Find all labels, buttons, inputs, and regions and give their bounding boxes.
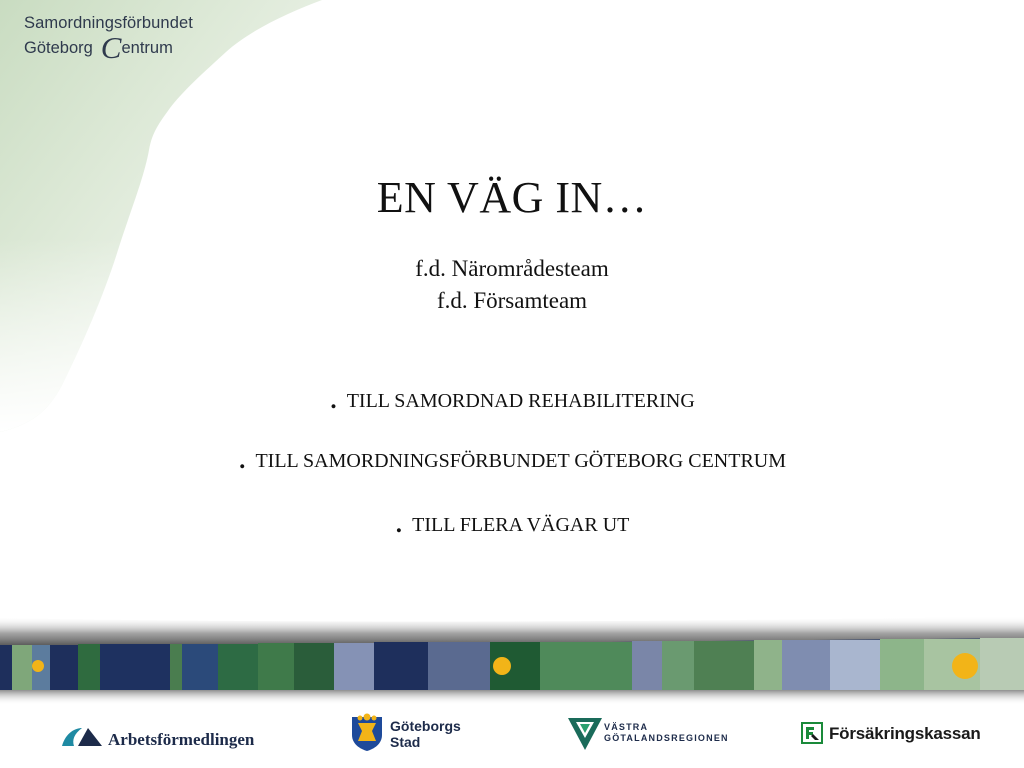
goteborgs-stad-line2: Stad: [390, 734, 421, 750]
bullet-dot: .: [237, 439, 247, 476]
org-logo-c: C: [100, 30, 122, 65]
org-logo-line1: Samordningsförbundet: [24, 14, 193, 32]
bullet-text: TILL SAMORDNAD REHABILITERING: [346, 390, 695, 412]
goteborgs-stad-name: [390, 718, 461, 750]
bullet-item: [0, 503, 1024, 540]
goteborg-crest-icon: [350, 713, 384, 751]
forsakringskassan-name: Försäkringskassan: [829, 724, 981, 743]
org-logo-city: Göteborg: [24, 39, 93, 57]
vastra-gotaland-line1: VÄSTRA: [604, 722, 649, 732]
subtitle-1: f.d. Närområdesteam: [415, 256, 609, 281]
arbetsformedlingen-icon: [62, 726, 102, 748]
bullet-dot: .: [394, 503, 404, 540]
vastra-gotaland-icon: [568, 716, 602, 752]
org-logo: [24, 14, 193, 65]
forsakringskassan-icon: [801, 722, 823, 744]
yellow-dot: [952, 653, 978, 679]
org-logo-entrum: entrum: [121, 39, 173, 57]
yellow-dot: [32, 660, 44, 672]
slide-title: EN VÄG IN…: [376, 173, 648, 222]
yellow-dot: [493, 657, 511, 675]
bullet-item: [0, 439, 1024, 476]
stripe-band: [0, 616, 1024, 705]
bullet-item: [0, 379, 1024, 416]
vastra-gotaland-line2: GÖTALANDSREGIONEN: [604, 733, 729, 743]
arbetsformedlingen-name: Arbetsförmedlingen: [108, 730, 255, 749]
vastra-gotaland-name: [604, 722, 729, 744]
goteborgs-stad-line1: Göteborgs: [390, 718, 461, 734]
org-logo-line2: [24, 30, 193, 65]
subtitle-2: f.d. Församteam: [436, 288, 588, 313]
bullet-text: TILL FLERA VÄGAR UT: [412, 514, 630, 536]
bullet-dot: .: [329, 379, 338, 416]
bullet-text: TILL SAMORDNINGSFÖRBUNDET GÖTEBORG CENTRUM: [255, 450, 787, 472]
